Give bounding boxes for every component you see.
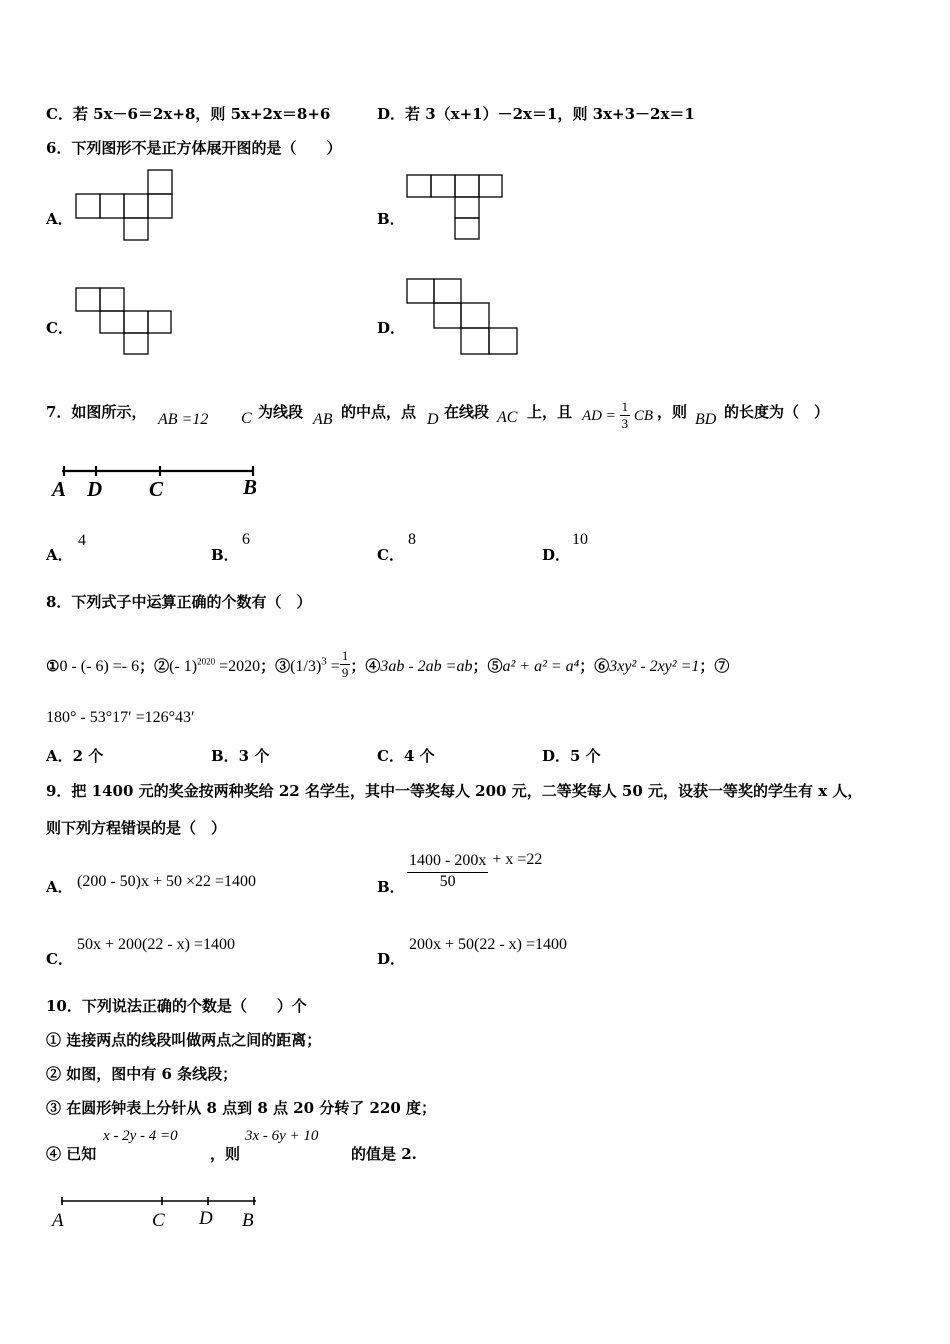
q9-option-c-label: C． — [46, 950, 73, 968]
q8-circ-3: ；③ — [260, 657, 291, 675]
q7-option-a-value: 4 — [78, 532, 86, 549]
q7-option-c-value: 8 — [408, 531, 416, 548]
q8-expr-6: 3xy² - 2xy² =1 — [609, 658, 700, 675]
q8-expr-1: 0 - (- 6) =- 6 — [59, 658, 140, 675]
q5-option-d-text: 若 3（x+1）－2x＝1，则 3x+3－2x＝1 — [405, 105, 695, 123]
q7-option-b-label: B． — [211, 546, 239, 564]
q8-expr-2-sup: 2020 — [197, 656, 216, 667]
q9-option-b-den: 50 — [439, 873, 456, 890]
q8-expr-2-base: (- 1) — [169, 658, 198, 675]
q7-option-a-label: A． — [46, 546, 73, 564]
q9-stem-line1: 9．把 1400 元的奖金按两种奖给 22 名学生，其中一等奖每人 200 元，二等奖每人 50 元，设获一等奖的学生有 x 人， — [46, 782, 863, 800]
q7-text-4: 上，且 — [527, 403, 573, 421]
q8-expr-3-base: (1/3) — [290, 658, 322, 675]
q9-option-b-label: B． — [377, 878, 405, 896]
q9-option-a-label: A． — [46, 878, 73, 896]
q8-expr-3-den: 9 — [341, 665, 349, 680]
q5-option-c-label: C． — [46, 105, 73, 123]
q9-option-b-num: 1400 - 200x — [407, 852, 488, 873]
q9-option-d-label: D． — [377, 950, 406, 968]
q7-text-2: 的中点，点 — [341, 403, 417, 421]
q7-cb: CB — [633, 408, 654, 424]
q10-figure-label-c: C — [152, 1210, 165, 1231]
q5-option-d-label: D． — [377, 105, 406, 123]
q8-option-d: D．5 个 — [542, 747, 601, 765]
q8-circ-2: ；② — [139, 657, 170, 675]
q7-eq-ab: AB =12 — [158, 411, 209, 428]
q10-figure-label-a: A — [52, 1210, 64, 1231]
q8-expr-2-rest: =2020 — [215, 658, 261, 675]
q8-expr-7: 180° - 53°17′ =126°43′ — [46, 709, 195, 726]
q10-statement-2: ② 如图，图中有 6 条线段； — [46, 1065, 238, 1083]
q7-point-d: D — [427, 411, 439, 428]
q7-option-d-label: D． — [542, 546, 571, 564]
q7-text-1: 为线段 — [258, 403, 304, 421]
q9-option-d-expr: 200x + 50(22 - x) =1400 — [409, 936, 568, 953]
q7-figure-label-a: A — [52, 477, 67, 501]
q7-seg-bd: BD — [695, 411, 717, 428]
q10-stem: 10．下列说法正确的个数是（ ）个 — [46, 997, 307, 1015]
q8-expr-3-num: 1 — [341, 648, 349, 663]
q6-option-d-label: D． — [377, 319, 406, 337]
q7-frac-num: 1 — [621, 399, 629, 414]
q7-seg-ac: AC — [497, 409, 518, 426]
q7-figure-label-d: D — [87, 477, 103, 501]
q6-option-b-label: B． — [377, 210, 405, 228]
q7-option-c-label: C． — [377, 546, 404, 564]
q7-ad: AD = — [582, 408, 616, 424]
q8-option-c: C．4 个 — [377, 747, 435, 765]
q10-statement-4-mid: ，则 — [210, 1145, 241, 1163]
q7-figure-label-c: C — [149, 477, 164, 501]
q7-figure-label-b: B — [243, 475, 258, 499]
q6-option-c-label: C． — [46, 319, 73, 337]
q7-stem-prefix: 7．如图所示， — [46, 403, 147, 421]
q10-statement-4-eq1: x - 2y - 4 =0 — [103, 1128, 178, 1144]
q8-expr-4: 3ab - 2ab =ab — [380, 658, 473, 675]
q8-circ-4: ；④ — [350, 657, 381, 675]
q7-point-c: C — [241, 410, 252, 427]
q8-circ-5: ；⑤ — [472, 657, 503, 675]
q7-frac-den: 3 — [621, 416, 629, 431]
q8-expr-3-sup: 3 — [321, 655, 327, 668]
q7-text-5: ，则 — [657, 403, 688, 421]
q10-statement-1: ① 连接两点的线段叫做两点之间的距离； — [46, 1031, 322, 1049]
q8-expr-3-eq: = — [326, 658, 340, 675]
q10-statement-3: ③ 在圆形钟表上分针从 8 点到 8 点 20 分转了 220 度； — [46, 1099, 437, 1117]
q7-text-3: 在线段 — [444, 403, 490, 421]
q9-stem-line2: 则下列方程错误的是（ ） — [46, 819, 227, 837]
q9-option-b-rest: + x =22 — [488, 851, 543, 868]
q9-option-c-expr: 50x + 200(22 - x) =1400 — [77, 936, 236, 953]
q8-option-a: A．2 个 — [46, 747, 104, 765]
q8-circ-1: ① — [46, 657, 60, 675]
q10-statement-4-suffix: 的值是 2. — [351, 1145, 417, 1163]
q7-seg-ab: AB — [313, 411, 333, 428]
q8-stem: 8．下列式子中运算正确的个数有（ ） — [46, 593, 312, 611]
q10-statement-4-prefix: ④ 已知 — [46, 1145, 97, 1163]
q7-option-d-value: 10 — [572, 531, 588, 548]
q8-circ-6: ；⑥ — [579, 657, 610, 675]
q6-option-a-label: A． — [46, 210, 73, 228]
q10-figure-label-d: D — [199, 1208, 213, 1229]
q10-statement-4-eq2: 3x - 6y + 10 — [245, 1128, 319, 1144]
q7-text-6: 的长度为（ ） — [724, 403, 830, 421]
q8-expr-5: a² + a² = a⁴ — [502, 658, 580, 675]
q6-stem: 6．下列图形不是正方体展开图的是（ ） — [46, 139, 342, 157]
q10-figure-label-b: B — [242, 1210, 254, 1231]
q8-circ-7: ；⑦ — [699, 657, 730, 675]
q8-option-b: B．3 个 — [211, 747, 270, 765]
q5-option-c-text: 若 5x－6＝2x+8，则 5x+2x＝8+6 — [72, 105, 331, 123]
q9-option-a-expr: (200 - 50)x + 50 ×22 =1400 — [77, 873, 257, 890]
q7-option-b-value: 6 — [242, 531, 250, 548]
